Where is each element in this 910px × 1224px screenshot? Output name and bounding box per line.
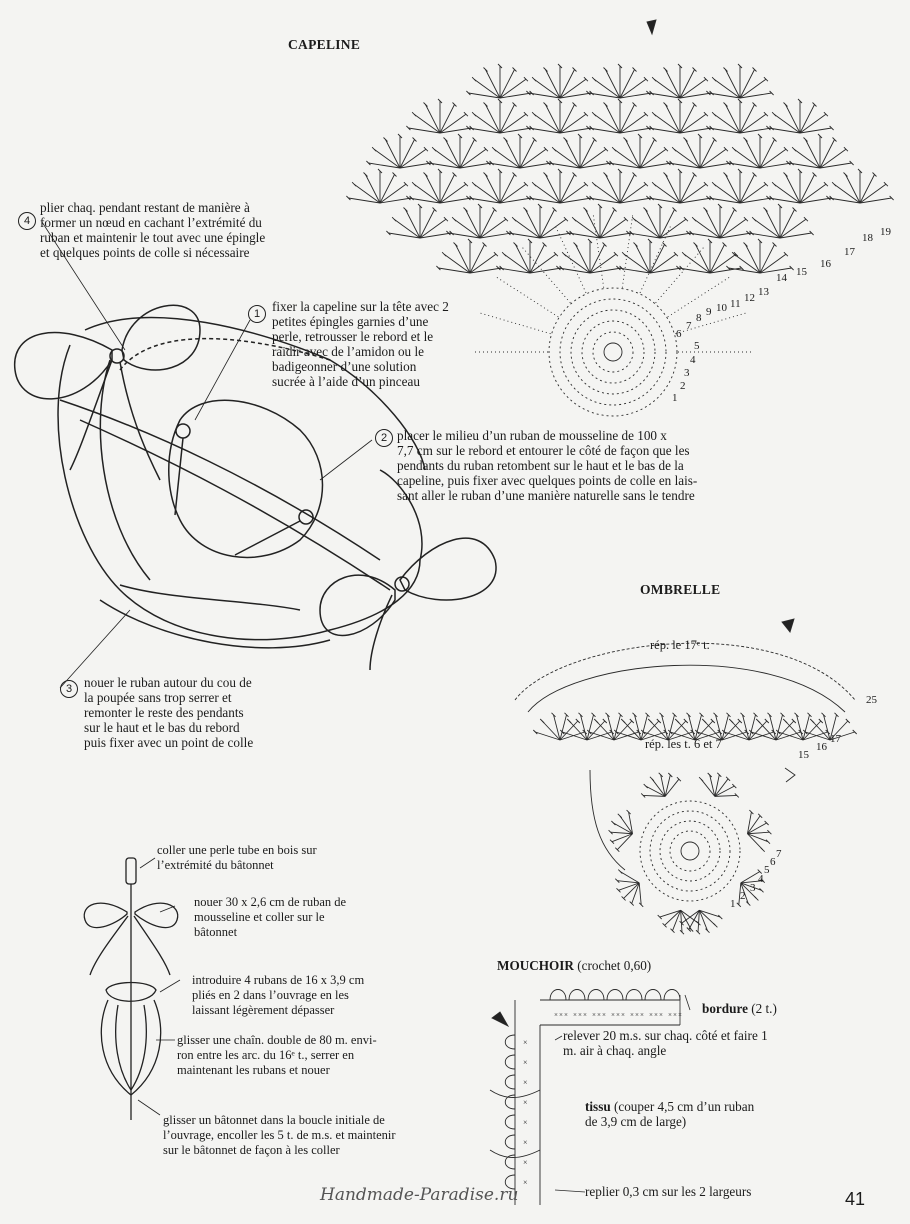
svg-text:×: × (635, 1011, 639, 1019)
svg-text:×: × (659, 1011, 663, 1019)
svg-text:×: × (602, 1011, 606, 1019)
svg-text:×: × (592, 1011, 596, 1019)
tissu-label (585, 1099, 754, 1129)
capeline-row-number: 6 (676, 328, 682, 340)
capeline-row-number: 3 (684, 367, 690, 379)
capeline-row-number: 5 (694, 340, 700, 352)
ombrelle-crochet-chart (515, 619, 857, 934)
svg-text:×: × (564, 1011, 568, 1019)
step-4-badge: 4 (18, 212, 36, 230)
step-3-badge: 3 (60, 680, 78, 698)
svg-text:×: × (678, 1011, 682, 1019)
capeline-row-number: 12 (744, 292, 755, 304)
capeline-row-number: 11 (730, 298, 741, 310)
ombrelle-row-number: 25 (866, 694, 877, 706)
step-2-badge: 2 (375, 429, 393, 447)
capeline-row-number: 14 (776, 272, 787, 284)
capeline-row-number: 7 (686, 320, 692, 332)
svg-text:×: × (578, 1011, 582, 1019)
capeline-row-number: 1 (672, 392, 678, 404)
svg-text:×: × (573, 1011, 577, 1019)
step-1-text: fixer la capeline sur la tête avec 2 petites épingles garnies d’une perle, retrousser le rebord et le raidir avec de l’amidon ou le badigeonner d’une solution sucrée à l’aide d’un pinceau (272, 299, 449, 389)
ombrelle-repeat-17: rép. le 17ᵉ t. (650, 638, 710, 652)
parasol-stick-illustration (84, 858, 180, 1120)
mouchoir-title: MOUCHOIR (497, 958, 574, 973)
svg-text:×: × (523, 1158, 528, 1167)
mouchoir-crochet-chart (490, 990, 690, 1206)
svg-text:×: × (523, 1078, 528, 1087)
svg-text:×: × (673, 1011, 677, 1019)
capeline-row-number: 16 (820, 258, 831, 270)
svg-text:×: × (668, 1011, 672, 1019)
step-3-text: nouer le ruban autour du cou de la poupée sans trop serrer et remonter le reste des pendants sur le haut et le bas du rebord puis fixer avec un point de colle (84, 675, 254, 750)
stick-step-ribbons: introduire 4 rubans de 16 x 3,9 cm pliés en 2 dans l’ouvrage en les laissant légèrement dépasser (192, 973, 365, 1017)
capeline-row-number: 17 (844, 246, 855, 258)
ombrelle-title: OMBRELLE (640, 582, 721, 597)
step-4-text: plier chaq. pendant restant de manière à former un nœud en cachant l’extrémité du ruban et maintenir le tout avec une épingle et quelques points de colle si nécessaire (40, 200, 266, 260)
svg-text:×: × (616, 1011, 620, 1019)
svg-text:×: × (559, 1011, 563, 1019)
mouchoir-heading (497, 958, 651, 973)
tissu-title: tissu (585, 1099, 611, 1114)
watermark: Handmade-Paradise.ru (320, 1185, 519, 1205)
svg-text:×: × (611, 1011, 615, 1019)
mouchoir-subtitle: (crochet 0,60) (577, 958, 652, 973)
svg-text:×: × (523, 1098, 528, 1107)
stick-step-bow: nouer 30 x 2,6 cm de ruban de mousseline et coller sur le bâtonnet (194, 895, 347, 939)
capeline-row-number: 13 (758, 286, 769, 298)
svg-text:×: × (523, 1138, 528, 1147)
ombrelle-row-number: 15 (798, 749, 809, 761)
svg-text:×: × (649, 1011, 653, 1019)
relever-text: relever 20 m.s. sur chaq. côté et faire 1 m. air à chaq. angle (563, 1028, 768, 1058)
bordure-title: bordure (702, 1001, 748, 1016)
svg-text:×: × (621, 1011, 625, 1019)
capeline-row-number: 9 (706, 306, 712, 318)
svg-text:×: × (630, 1011, 634, 1019)
svg-text:×: × (523, 1038, 528, 1047)
svg-text:×: × (583, 1011, 587, 1019)
ombrelle-row-number: 4 (758, 873, 764, 885)
stick-step-glue: glisser un bâtonnet dans la boucle initiale de l’ouvrage, encoller les 5 t. de m.s. et maintenir sur le bâtonnet de façon à les coller (163, 1113, 396, 1157)
capeline-row-number: 19 (880, 226, 891, 238)
bordure-label (702, 1001, 777, 1016)
step-1-badge: 1 (248, 305, 266, 323)
stick-step-bead: coller une perle tube en bois sur l’extrémité du bâtonnet (157, 843, 317, 872)
capeline-row-number: 2 (680, 380, 686, 392)
capeline-row-number: 18 (862, 232, 873, 244)
ombrelle-row-number: 6 (770, 856, 776, 868)
bordure-note: (2 t.) (751, 1001, 777, 1016)
ombrelle-row-number: 3 (750, 882, 756, 894)
ombrelle-row-number: 1 (730, 898, 736, 910)
svg-text:×: × (523, 1178, 528, 1187)
svg-text:×: × (640, 1011, 644, 1019)
svg-text:×: × (523, 1118, 528, 1127)
capeline-row-number: 4 (690, 354, 696, 366)
ombrelle-row-number: 7 (776, 848, 782, 860)
step-2-text: placer le milieu d’un ruban de mousseline de 100 x 7,7 cm sur le rebord et entourer le côté de façon que les pendants du ruban retombent sur le haut et le bas de la capeline, puis fixer avec quelques points de colle en lais- sant aller le ruban d’une manière naturelle sans le tendre (397, 428, 698, 503)
ombrelle-row-number: 2 (740, 890, 746, 902)
capeline-row-number: 8 (696, 312, 702, 324)
svg-text:×: × (523, 1058, 528, 1067)
tissu-note: (couper 4,5 cm d’un ruban de 3,9 cm de large) (585, 1099, 755, 1129)
svg-text:×: × (597, 1011, 601, 1019)
ombrelle-row-number: 16 (816, 741, 827, 753)
svg-text:×: × (654, 1011, 658, 1019)
capeline-title: CAPELINE (288, 37, 361, 52)
capeline-row-number: 10 (716, 302, 727, 314)
ombrelle-row-number: 5 (764, 864, 770, 876)
page-number: 41 (845, 1189, 866, 1209)
svg-text:×: × (554, 1011, 558, 1019)
replier-text: replier 0,3 cm sur les 2 largeurs (585, 1184, 752, 1199)
ombrelle-repeat-6-7: rép. les t. 6 et 7 (645, 737, 722, 751)
capeline-row-number: 15 (796, 266, 807, 278)
ombrelle-row-number: 17 (830, 733, 841, 745)
stick-step-chain: glisser une chaîn. double de 80 m. envi- ron entre les arc. du 16ᵉ t., serrer en maintenant les rubans et nouer (177, 1033, 377, 1077)
